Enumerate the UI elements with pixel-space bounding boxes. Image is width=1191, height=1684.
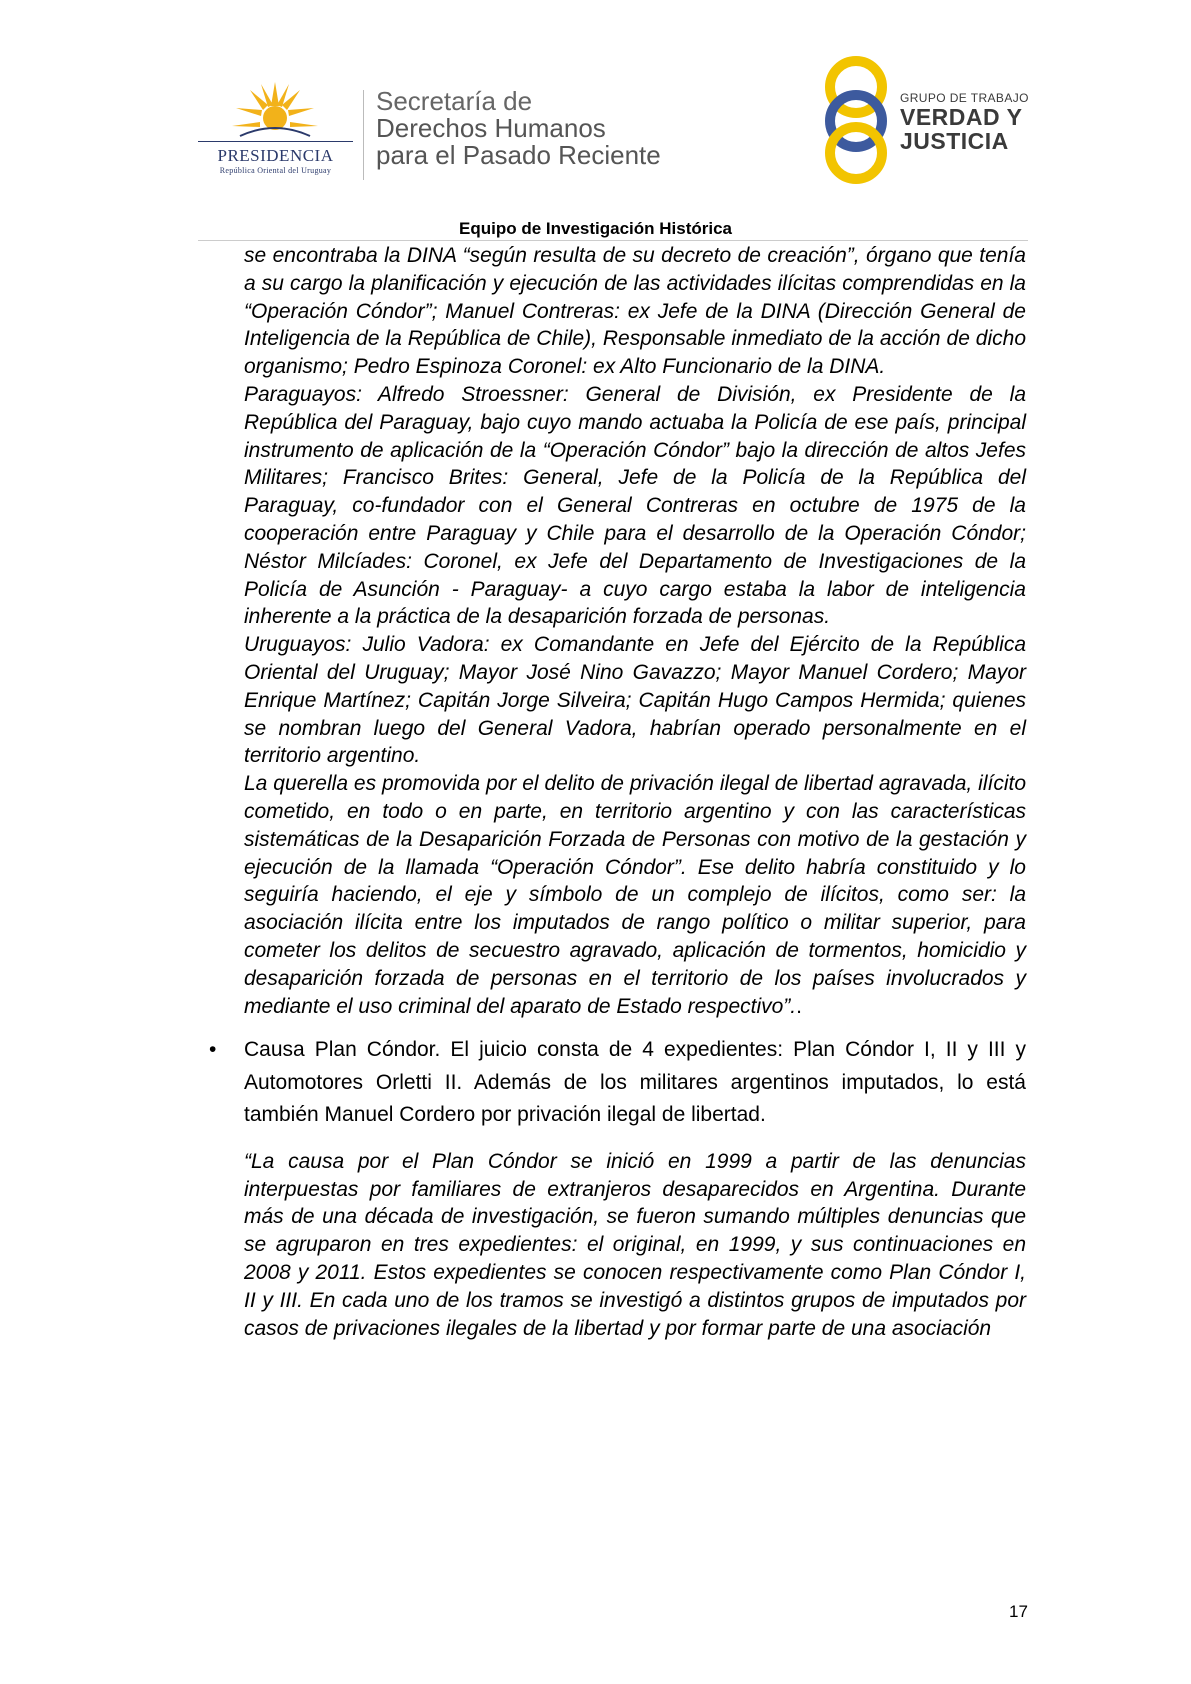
secretaria-logo-text bbox=[376, 88, 661, 169]
presidencia-subtitle: República Oriental del Uruguay bbox=[219, 166, 332, 175]
presidencia-logo bbox=[198, 80, 353, 175]
indented-quote bbox=[244, 242, 1026, 1020]
presidencia-name: PRESIDENCIA bbox=[217, 146, 334, 165]
quote-paragraph: Uruguayos: Julio Vadora: ex Comandante en Jefe del Ejército de la República Oriental del Uruguay; Mayor José Nino Gavazzo; Mayor Manuel Cordero; Mayor Enrique Martínez; Capitán Jorge Silveira; Capitán Hugo Campos Hermida; quienes se nombran luego del General Vadora, habrían operado personalmente en el territorio argentino. bbox=[244, 633, 1026, 768]
quote-paragraph: se encontraba la DINA “según resulta de su decreto de creación”, órgano que tenía a su cargo la planificación y ejecución de las actividades ilícitas comprendidas en la “Operación Cóndor”; Manuel Contreras: ex Jefe de la DINA (Dirección General de Inteligencia de la República de Chile), Responsable inmediato de la acción de dicho organismo; Pedro Espinoza Coronel: ex Alto Funcionario de la DINA. bbox=[244, 244, 1026, 379]
list-item bbox=[209, 1034, 1026, 1132]
second-quote bbox=[244, 1148, 1026, 1343]
sun-emblem-icon bbox=[230, 80, 320, 140]
secretaria-line-1: Secretaría de bbox=[376, 86, 533, 116]
page-number: 17 bbox=[1009, 1602, 1028, 1621]
grupo-logo-text bbox=[900, 91, 1029, 153]
quote-end-mark: . bbox=[796, 994, 802, 1018]
grupo-verdad-justicia-logo bbox=[818, 55, 1038, 185]
grupo-line-3: JUSTICIA bbox=[900, 128, 1009, 154]
bullet-text: Causa Plan Cóndor. El juicio consta de 4 expedientes: Plan Cóndor I, II y III y Automotores Orletti II. Además de los militares argentinos imputados, lo está también Manuel Cordero por privación ilegal de libertad. bbox=[244, 1038, 1026, 1127]
secretaria-line-2: Derechos Humanos bbox=[376, 113, 606, 143]
quote-paragraph: Paraguayos: Alfredo Stroessner: General de División, ex Presidente de la República del Paraguay, bajo cuyo mando actuaba la Policía de ese país, principal instrumento de aplicación de la “Operación Cóndor” bajo la dirección de altos Jefes Militares; Francisco Brites: General, Jefe de la Policía de la República del Paraguay, co-fundador con el General Contreras en octubre de 1975 de la cooperación entre Paraguay y Chile para el desarrollo de la Operación Cóndor; Néstor Milcíades: Coronel, ex Jefe del Departamento de Investigaciones de la Policía de Asunción - Paraguay- a cuyo cargo estaba la labor de inteligencia inherente a la práctica de la desaparición forzada de personas. bbox=[244, 382, 1026, 629]
quote-paragraph bbox=[244, 770, 1026, 1020]
logo-divider bbox=[363, 90, 364, 180]
interlocked-rings-icon bbox=[818, 55, 898, 185]
page-content bbox=[209, 242, 1026, 1342]
presidencia-rule bbox=[198, 141, 353, 142]
team-heading: Equipo de Investigación Histórica bbox=[459, 219, 732, 238]
quote-paragraph: “La causa por el Plan Cóndor se inició en 1999 a partir de las denuncias interpuestas por familiares de extranjeros desaparecidos en Argentina. Durante más de una década de investigación, se fueron sumando múltiples denuncias que se agruparon en tres expedientes: el original, en 1999, y sus continuaciones en 2008 y 2011. Estos expedientes se conocen respectivamente como Plan Cóndor I, II y III. En cada uno de los tramos se investigó a distintos grupos de imputados por casos de privaciones ilegales de la libertad y por formar parte de una asociación bbox=[244, 1149, 1026, 1340]
quote-paragraph-text: La querella es promovida por el delito de privación ilegal de libertad agravada, ilícito cometido, en todo o en parte, en territorio argentino y con las características sistemáticas de la Desaparición Forzada de Personas con motivo de la gestación y ejecución de la llamada “Operación Cóndor”. Ese delito habría constituido y lo seguiría haciendo, el eje y símbolo de un complejo de ilícitos, como ser: la asociación ilícita entre los imputados de rango político o militar superior, para cometer los delitos de secuestro agravado, aplicación de tormentos, homicidio y desaparición forzada de personas en el territorio de los países involucrados y mediante el uso criminal del aparato de Estado respectivo”. bbox=[244, 772, 1026, 1018]
header-rule bbox=[198, 240, 1028, 241]
grupo-line-2: VERDAD Y bbox=[900, 104, 1023, 130]
secretaria-line-3: para el Pasado Reciente bbox=[376, 140, 661, 170]
grupo-line-1: GRUPO DE TRABAJO bbox=[900, 91, 1029, 105]
bullet-marker: • bbox=[209, 1038, 217, 1062]
page-header bbox=[0, 0, 1191, 240]
